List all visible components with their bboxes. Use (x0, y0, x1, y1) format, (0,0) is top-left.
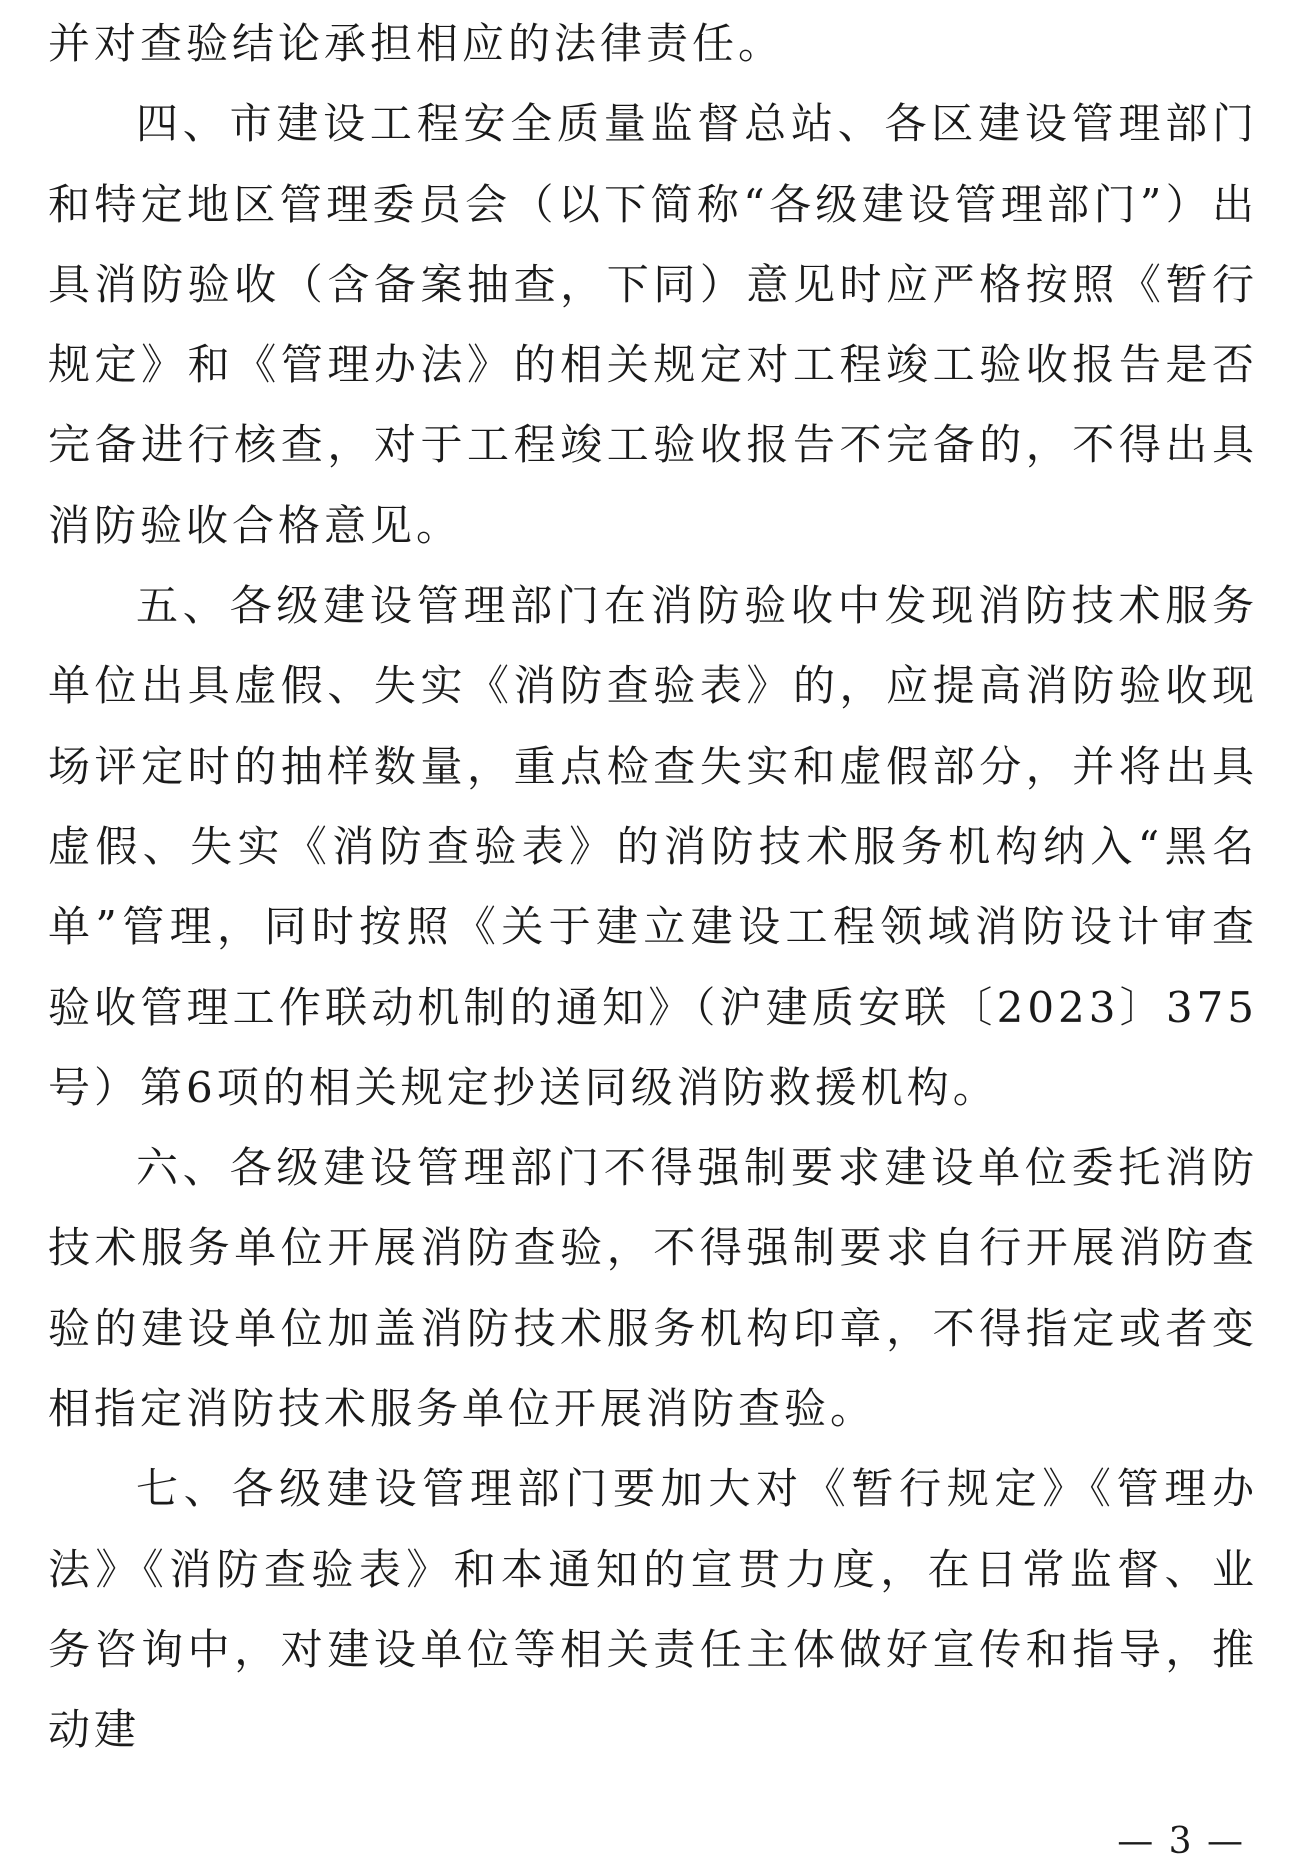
paragraph-item-6: 六、各级建设管理部门不得强制要求建设单位委托消防技术服务单位开展消防查验，不得强制要求自行开展消防查验的建设单位加盖消防技术服务机构印章，不得指定或者变相指定消防技术服务单位开展消防查验。 (48, 1143, 1258, 1434)
paragraph-continuation: 并对查验结论承担相应的法律责任。 (48, 19, 785, 68)
page-number: — 3 — (1117, 1821, 1245, 1862)
paragraph-item-7: 七、各级建设管理部门要加大对《暂行规定》《管理办法》《消防查验表》和本通知的宣贯力度，在日常监督、业务咨询中，对建设单位等相关责任主体做好宣传和指导，推动建 (48, 1464, 1258, 1755)
paragraph-item-5: 五、各级建设管理部门在消防验收中发现消防技术服务单位出具虚假、失实《消防查验表》的，应提高消防验收现场评定时的抽样数量，重点检查失实和虚假部分，并将出具虚假、失实《消防查验表》的消防技术服务机构纳入“黑名单”管理，同时按照《关于建立建设工程领域消防设计审查验收管理工作联动机制的通知》（沪建质安联〔2023〕375号）第6项的相关规定抄送同级消防救援机构。 (48, 581, 1258, 1112)
document-body (48, 4, 1258, 1771)
paragraph-item-4: 四、市建设工程安全质量监督总站、各区建设管理部门和特定地区管理委员会（以下简称“各级建设管理部门”）出具消防验收（含备案抽查，下同）意见时应严格按照《暂行规定》和《管理办法》的相关规定对工程竣工验收报告是否完备进行核查，对于工程竣工验收报告不完备的，不得出具消防验收合格意见。 (48, 99, 1258, 550)
